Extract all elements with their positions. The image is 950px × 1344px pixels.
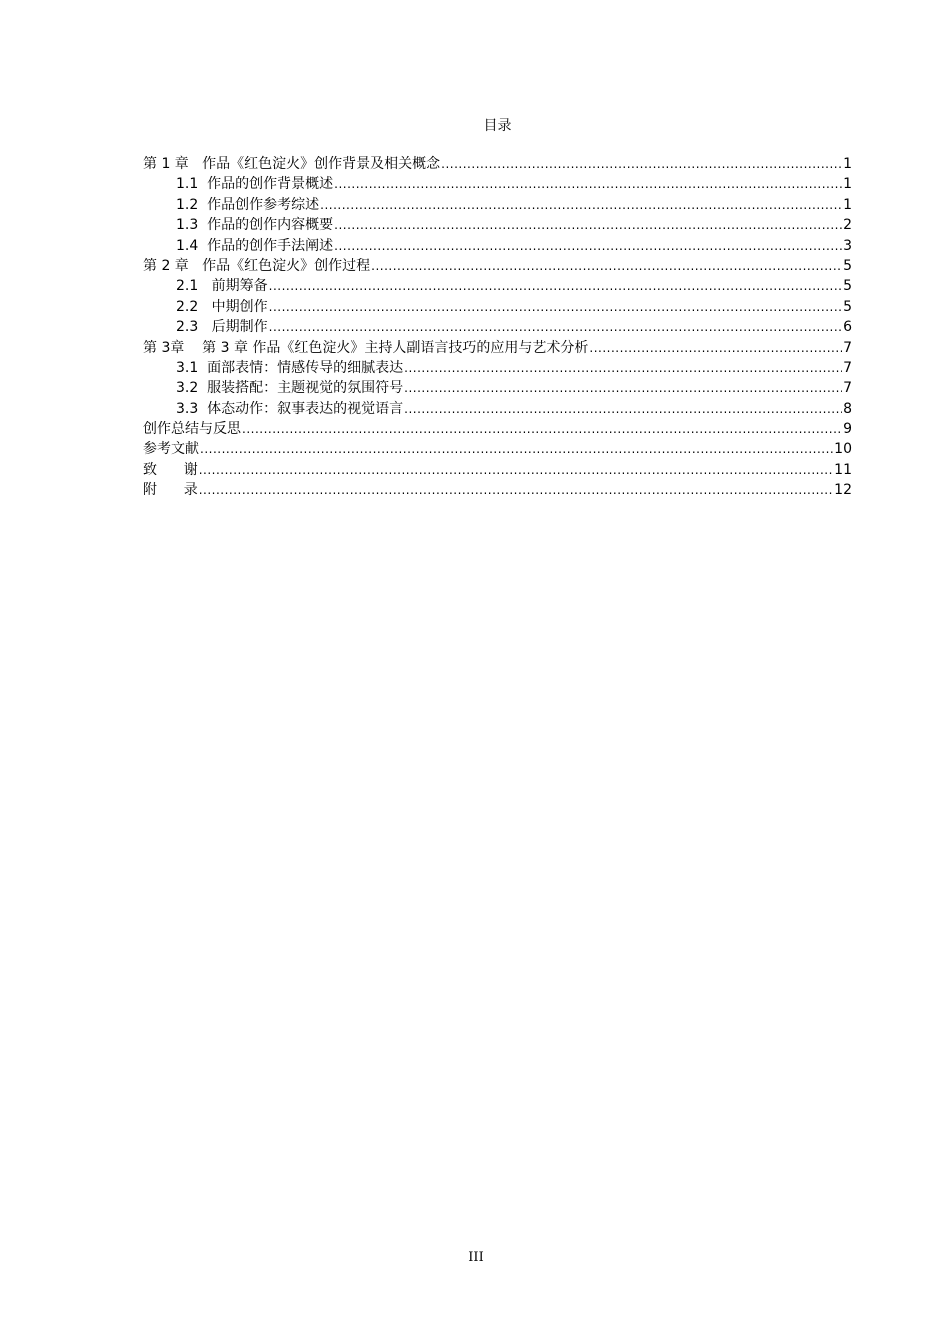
toc-leader-dots [199,460,833,480]
toc-entry-section-1-2[interactable] [143,195,852,215]
toc-entry-label: 2.1 前期筹备 [176,278,268,295]
toc-entry-section-1-1[interactable] [143,174,852,194]
toc-entry-label: 致 谢 [143,461,198,478]
toc-entry-label: 1.2 作品创作参考综述 [176,196,320,213]
toc-entry-label: 创作总结与反思 [143,421,241,438]
toc-leader-dots [200,439,833,459]
toc-entry-section-2-1[interactable] [143,276,852,296]
toc-leader-dots [404,378,842,398]
toc-entry-page: 8 [843,400,852,417]
table-of-contents [143,154,852,501]
toc-entry-page: 3 [843,237,852,254]
toc-entry-page: 6 [843,319,852,336]
toc-entry-page: 7 [843,339,852,356]
toc-entry-label: 1.1 作品的创作背景概述 [176,176,334,193]
toc-entry-references[interactable] [143,439,852,459]
toc-entry-page: 1 [843,176,852,193]
toc-entry-page: 5 [843,257,852,274]
toc-entry-section-3-3[interactable] [143,399,852,419]
toc-leader-dots [404,358,842,378]
toc-entry-label: 第 2 章 作品《红色淀火》创作过程 [143,257,371,274]
toc-entry-section-2-2[interactable] [143,297,852,317]
toc-leader-dots [242,419,842,439]
toc-leader-dots [199,480,833,500]
toc-leader-dots [269,297,842,317]
toc-entry-acknowledgements[interactable] [143,460,852,480]
toc-entry-section-2-3[interactable] [143,317,852,337]
toc-entry-label: 第 3章 第 3 章 作品《红色淀火》主持人副语言技巧的应用与艺术分析 [143,339,589,356]
toc-entry-chapter-1[interactable] [143,154,852,174]
toc-entry-label: 第 1 章 作品《红色淀火》创作背景及相关概念 [143,156,441,172]
toc-entry-page: 5 [843,298,852,315]
toc-leader-dots [589,338,842,358]
toc-title: 目录 [483,118,512,134]
toc-leader-dots [441,154,842,174]
toc-entry-appendix[interactable] [143,480,852,500]
toc-entry-page: 7 [843,359,852,376]
toc-leader-dots [320,195,842,215]
toc-entry-label: 2.3 后期制作 [176,319,268,336]
toc-entry-label: 参考文献 [143,441,199,458]
toc-entry-page: 12 [834,482,852,499]
toc-entry-label: 3.2 服装搭配：主题视觉的氛围符号 [176,380,404,397]
toc-entry-label: 3.1 面部表情：情感传导的细腻表达 [176,359,404,376]
page-number: III [468,1250,484,1265]
toc-leader-dots [269,276,842,296]
toc-entry-page: 1 [843,156,852,172]
toc-entry-section-3-2[interactable] [143,378,852,398]
toc-entry-section-1-3[interactable] [143,215,852,235]
toc-entry-label: 1.3 作品的创作内容概要 [176,217,334,234]
toc-entry-page: 7 [843,380,852,397]
toc-leader-dots [334,215,842,235]
toc-entry-label: 2.2 中期创作 [176,298,268,315]
toc-leader-dots [334,236,842,256]
toc-entry-chapter-3[interactable] [143,338,852,358]
toc-leader-dots [269,317,842,337]
toc-entry-section-3-1[interactable] [143,358,852,378]
toc-entry-chapter-2[interactable] [143,256,852,276]
toc-leader-dots [404,399,842,419]
toc-entry-label: 附 录 [143,482,198,499]
toc-entry-section-1-4[interactable] [143,236,852,256]
toc-entry-page: 1 [843,196,852,213]
toc-entry-page: 10 [834,441,852,458]
toc-leader-dots [334,174,842,194]
toc-entry-page: 5 [843,278,852,295]
toc-entry-page: 2 [843,217,852,234]
toc-leader-dots [371,256,842,276]
toc-entry-page: 9 [843,421,852,438]
toc-entry-label: 1.4 作品的创作手法阐述 [176,237,334,254]
toc-entry-page: 11 [834,461,852,478]
toc-entry-summary[interactable] [143,419,852,439]
toc-entry-label: 3.3 体态动作：叙事表达的视觉语言 [176,400,404,417]
